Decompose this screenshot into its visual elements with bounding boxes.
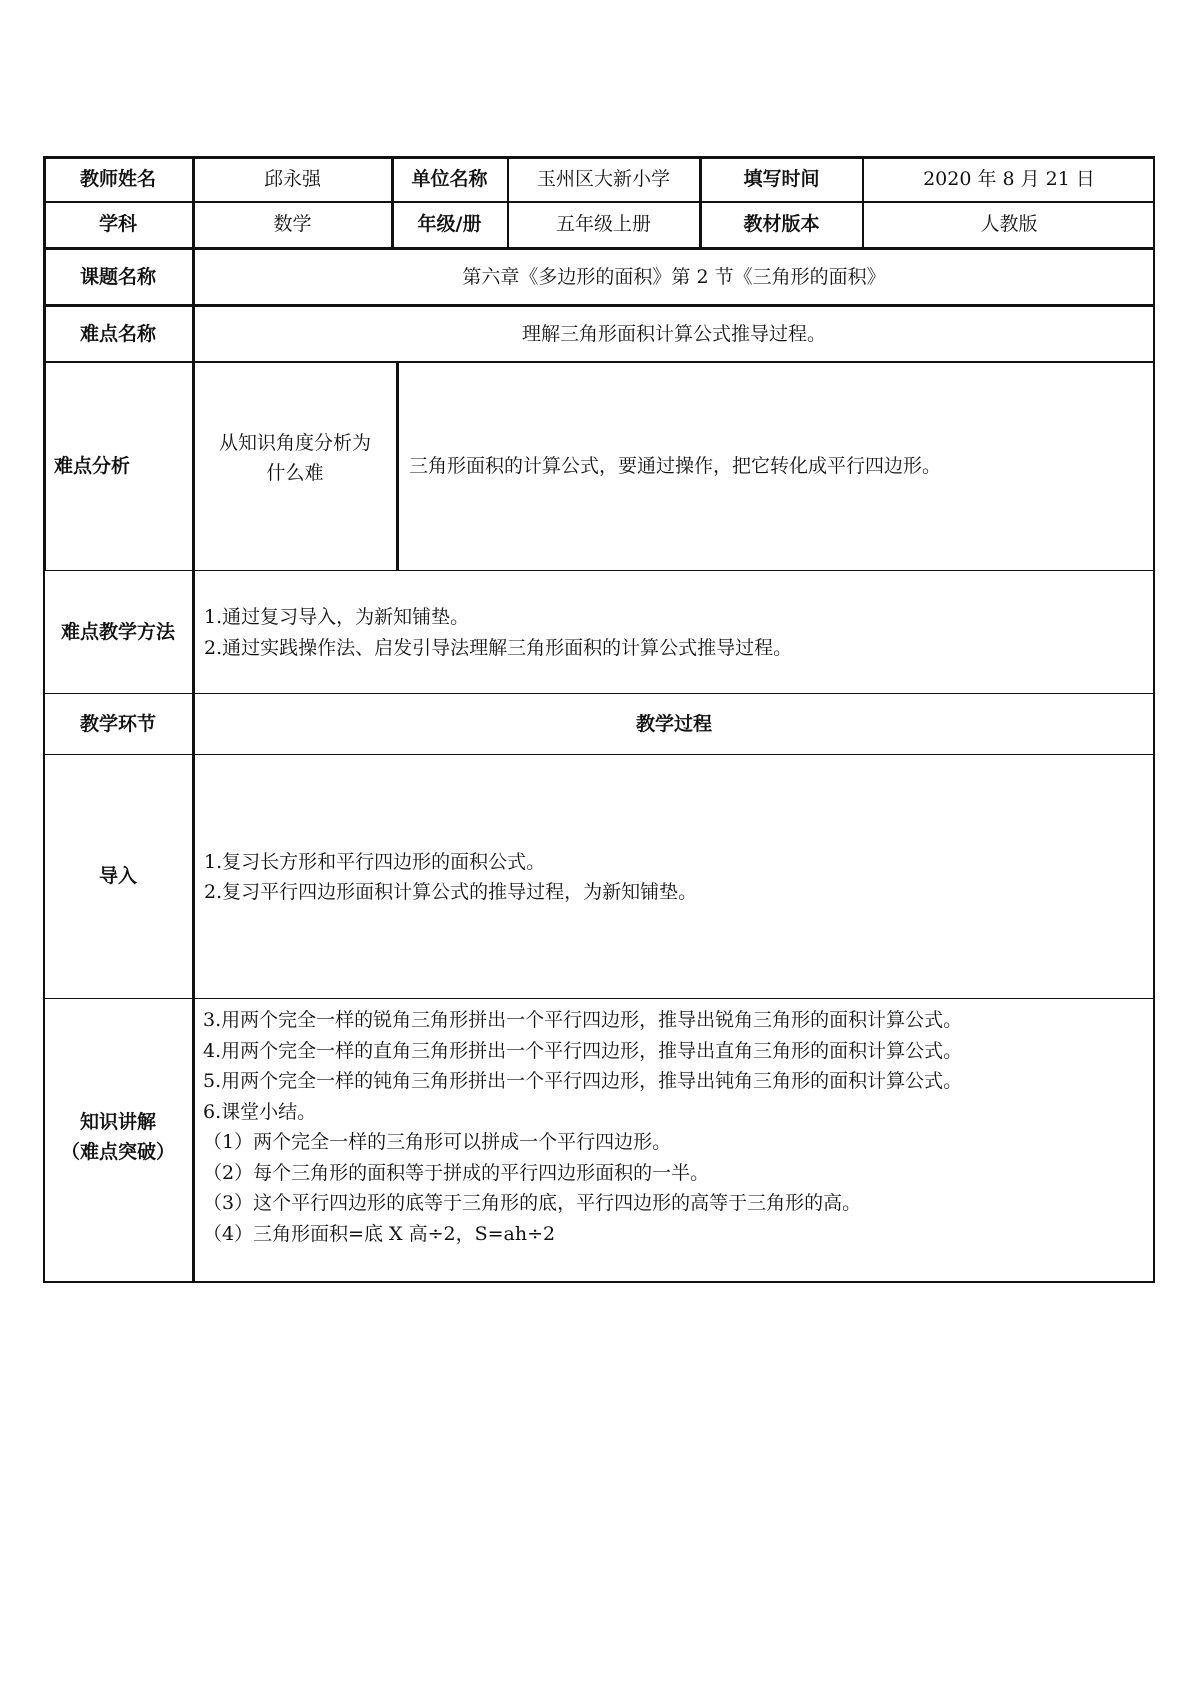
intro-row — [43, 755, 1155, 999]
explanation-lines — [193, 999, 1155, 1282]
rule-v-hdr-2 — [507, 156, 509, 250]
intro-line: 2.复习平行四边形面积计算公式的推导过程，为新知铺垫。 — [204, 881, 698, 903]
analysis-sub-label-text: 从知识角度分析为什么难 — [218, 432, 371, 484]
explanation-label-2: （难点突破） — [60, 1140, 175, 1163]
teacher-name: 邱永强 — [263, 167, 321, 190]
explanation-line: （2）每个三角形的面积等于拼成的平行四边形面积的一半。 — [203, 1161, 710, 1184]
rule-h-4 — [43, 361, 1155, 363]
rule-v-hdr-4 — [862, 156, 864, 250]
unit-name: 玉州区大新小学 — [536, 167, 670, 190]
explanation-line: 5.用两个完全一样的钝角三角形拼出一个平行四边形，推导出钝角三角形的面积计算公式。 — [203, 1070, 963, 1092]
difficulty-row — [43, 307, 1155, 363]
method-lines — [193, 571, 1155, 694]
header-row-1 — [43, 158, 1155, 201]
intro-line: 1.复习长方形和平行四边形的面积公式。 — [204, 850, 546, 873]
method-line: 1.通过复习导入，为新知铺垫。 — [204, 606, 470, 628]
intro-label: 导入 — [98, 865, 137, 888]
rule-v-hdr-3 — [699, 156, 702, 250]
edition-label: 教材版本 — [743, 213, 820, 236]
analysis-value: 三角形面积的计算公式，要通过操作，把它转化成平行四边形。 — [409, 455, 942, 478]
process-header-row — [43, 694, 1155, 755]
teacher-label: 教师姓名 — [79, 167, 156, 190]
rule-h-1 — [43, 201, 1155, 203]
rule-v-hdr-1 — [391, 156, 394, 250]
explanation-line: 6.课堂小结。 — [203, 1100, 317, 1123]
header-row-2 — [43, 203, 1155, 247]
rule-v-label — [192, 156, 195, 1283]
rule-h-6 — [43, 693, 1155, 694]
rule-h-2 — [43, 247, 1155, 250]
intro-lines — [193, 755, 1155, 999]
subject-label: 学科 — [98, 213, 137, 236]
method-row — [43, 571, 1155, 694]
explanation-line: 4.用两个完全一样的直角三角形拼出一个平行四边形，推导出直角三角形的面积计算公式。 — [203, 1039, 963, 1062]
grade-value: 五年级上册 — [555, 213, 651, 236]
rule-v-left-bottom — [43, 571, 45, 1283]
difficulty-label: 难点名称 — [79, 323, 156, 346]
difficulty-value: 理解三角形面积计算公式推导过程。 — [521, 323, 826, 346]
explanation-label: 知识讲解 — [79, 1110, 156, 1133]
explanation-line: 3.用两个完全一样的锐角三角形拼出一个平行四边形，推导出锐角三角形的面积计算公式。 — [203, 1009, 963, 1031]
rule-h-8 — [43, 998, 1155, 999]
rule-v-analysis — [396, 363, 399, 571]
analysis-row — [43, 363, 1155, 571]
topic-row — [43, 251, 1155, 304]
rule-h-7 — [43, 754, 1155, 755]
date-value: 2020 年 8 月 21 日 — [923, 167, 1095, 190]
explanation-line: （1）两个完全一样的三角形可以拼成一个平行四边形。 — [203, 1131, 672, 1153]
rule-h-bottom — [43, 1281, 1155, 1283]
stage-label: 教学环节 — [79, 712, 156, 735]
analysis-label: 难点分析 — [54, 455, 131, 478]
rule-h-3 — [43, 304, 1155, 307]
subject-value: 数学 — [273, 213, 312, 236]
explanation-row — [43, 999, 1155, 1282]
topic-value: 第六章《多边形的面积》第 2 节《三角形的面积》 — [462, 265, 886, 288]
method-line: 2.通过实践操作法、启发引导法理解三角形面积的计算公式推导过程。 — [204, 636, 793, 659]
method-label: 难点教学方法 — [60, 620, 175, 643]
edition-value: 人教版 — [980, 213, 1038, 236]
rule-v-right — [1153, 156, 1155, 1283]
topic-label: 课题名称 — [79, 265, 156, 288]
explanation-line: （4）三角形面积=底 X 高÷2，S=ah÷2 — [203, 1222, 556, 1245]
rule-h-5 — [43, 570, 1155, 571]
process-label: 教学过程 — [635, 712, 712, 735]
date-label: 填写时间 — [743, 167, 820, 190]
explanation-label-box — [43, 999, 193, 1282]
rule-h-top — [43, 156, 1155, 159]
grade-label: 年级/册 — [417, 213, 482, 236]
explanation-line: （3）这个平行四边形的底等于三角形的底，平行四边形的高等于三角形的高。 — [203, 1192, 862, 1214]
rule-v-left-top — [43, 156, 46, 571]
unit-label: 单位名称 — [411, 167, 488, 190]
analysis-sub-label — [193, 363, 397, 571]
